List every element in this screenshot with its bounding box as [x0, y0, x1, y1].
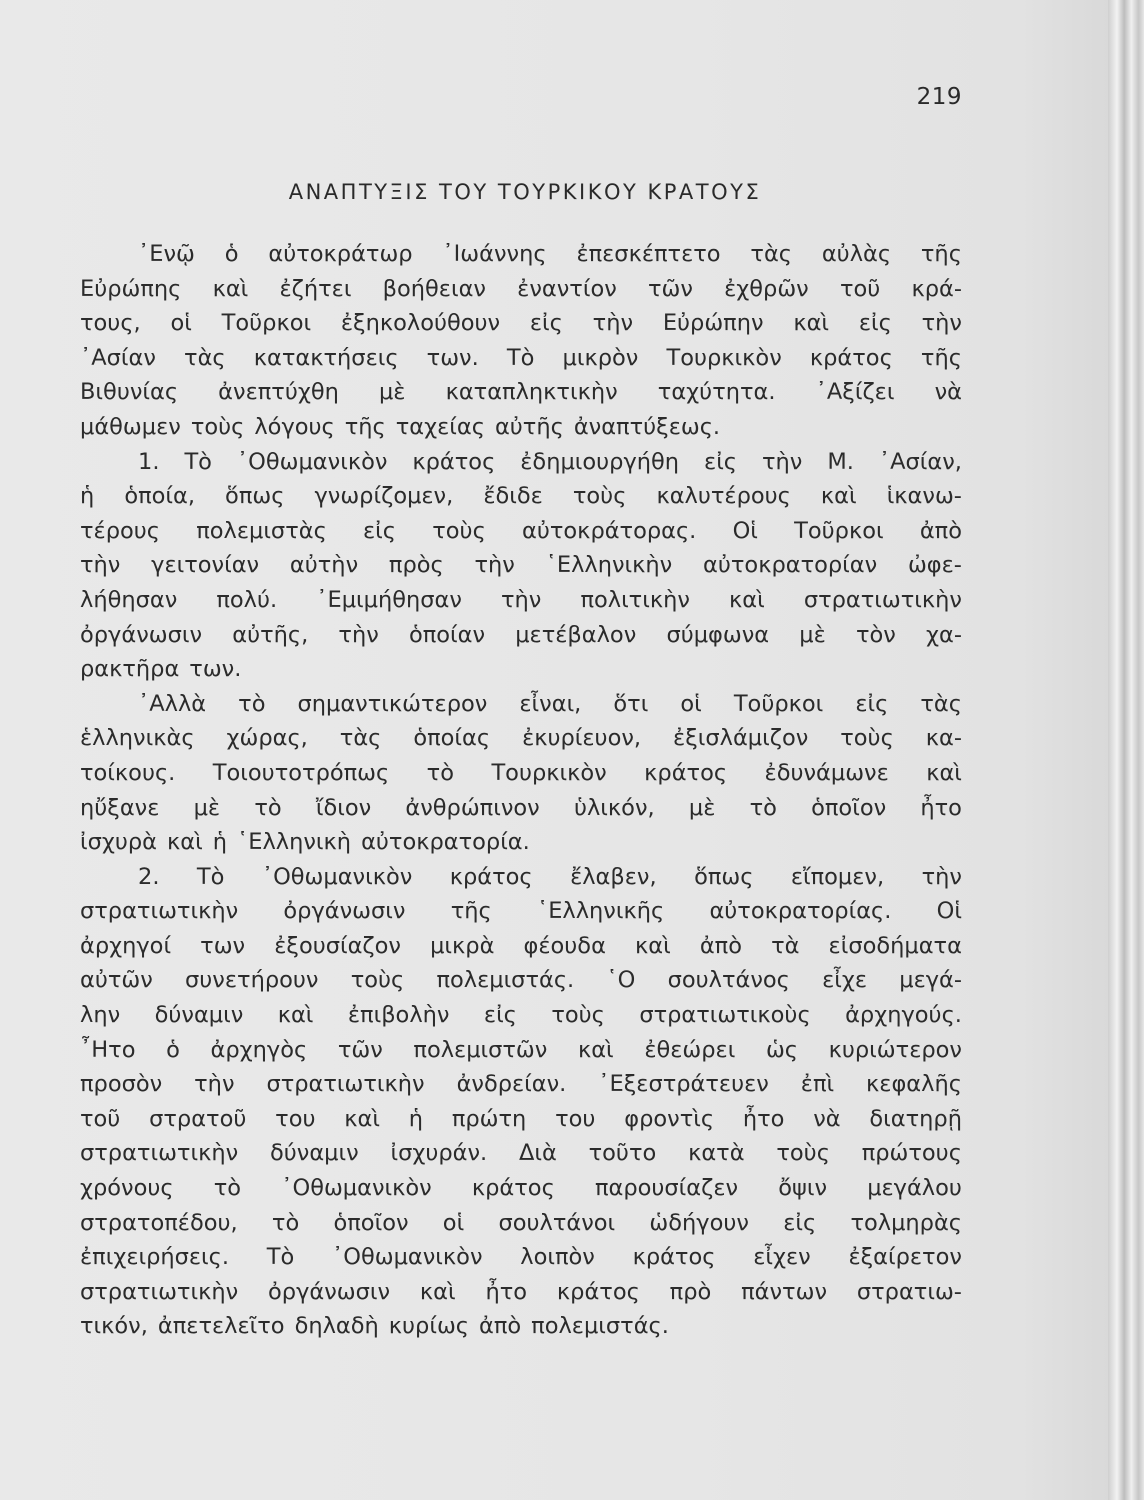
- text-line: προσὸν τὴν στρατιωτικὴν ἀνδρείαν. ᾿Εξεστράτευεν ἐπὶ κεφαλῆς: [80, 1071, 962, 1098]
- text-line: ᾿Ασίαν τὰς κατακτήσεις των. Τὸ μικρὸν Τουρκικὸν κράτος τῆς: [80, 344, 962, 371]
- text-line: αὐτῶν συνετήρουν τοὺς πολεμιστάς. ῾Ο σουλτάνος εἶχε μεγά-: [80, 967, 962, 994]
- text-line: τέρους πολεμιστὰς εἰς τοὺς αὐτοκράτορας. Οἱ Τοῦρκοι ἀπὸ: [80, 517, 962, 544]
- text-line: 1. Τὸ ᾿Οθωμανικὸν κράτος ἐδημιουργήθη εἰς τὴν Μ. ᾿Ασίαν,: [138, 448, 962, 475]
- text-line: ἀρχηγοί των ἐξουσίαζον μικρὰ φέουδα καὶ ἀπὸ τὰ εἰσοδήματα: [80, 932, 962, 959]
- text-line: τους, οἱ Τοῦρκοι ἐξηκολούθουν εἰς τὴν Εὐρώπην καὶ εἰς τὴν: [80, 310, 962, 337]
- text-line: μάθωμεν τοὺς λόγους τῆς ταχείας αὐτῆς ἀναπτύξεως.: [80, 413, 721, 440]
- text-line: ηὔξανε μὲ τὸ ἴδιον ἀνθρώπινον ὑλικόν, μὲ τὸ ὁποῖον ἦτο: [80, 794, 962, 821]
- text-line: λήθησαν πολύ. ᾿Εμιμήθησαν τὴν πολιτικὴν καὶ στρατιωτικὴν: [80, 586, 962, 613]
- text-line: τικόν, ἀπετελεῖτο δηλαδὴ κυρίως ἀπὸ πολεμιστάς.: [80, 1313, 669, 1340]
- text-line: στρατιωτικὴν ὀργάνωσιν καὶ ἦτο κράτος πρὸ πάντων στρατιω-: [80, 1278, 962, 1305]
- text-line: ᾿Αλλὰ τὸ σημαντικώτερον εἶναι, ὅτι οἱ Τοῦρκοι εἰς τὰς: [138, 690, 962, 717]
- text-line: στρατοπέδου, τὸ ὁποῖον οἱ σουλτάνοι ὡδήγουν εἰς τολμηρὰς: [80, 1209, 962, 1236]
- text-line: τὴν γειτονίαν αὐτὴν πρὸς τὴν ῾Ελληνικὴν αὐτοκρατορίαν ὠφε-: [80, 552, 962, 579]
- body-text: [80, 237, 962, 1344]
- text-line: τοίκους. Τοιουτοτρόπως τὸ Τουρκικὸν κράτος ἐδυνάμωνε καὶ: [80, 759, 962, 786]
- text-line: Βιθυνίας ἀνεπτύχθη μὲ καταπληκτικὴν ταχύτητα. ᾿Αξίζει νὰ: [80, 379, 962, 406]
- text-line: Εὐρώπης καὶ ἐζήτει βοήθειαν ἐναντίον τῶν ἐχθρῶν τοῦ κρά-: [80, 275, 962, 302]
- text-line: ὀργάνωσιν αὐτῆς, τὴν ὁποίαν μετέβαλον σύμφωνα μὲ τὸν χα-: [80, 621, 962, 648]
- chapter-title: ΑΝΑΠΤΥΞΙΣ ΤΟΥ ΤΟΥΡΚΙΚΟΥ ΚΡΑΤΟΥΣ: [288, 180, 762, 204]
- text-line: ἐπιχειρήσεις. Τὸ ᾿Οθωμανικὸν λοιπὸν κράτος εἶχεν ἐξαίρετον: [80, 1244, 962, 1271]
- text-line: τοῦ στρατοῦ του καὶ ἡ πρώτη του φροντὶς ἦτο νὰ διατηρῇ: [80, 1105, 962, 1132]
- page-edge: [1108, 0, 1144, 1500]
- text-line: 2. Τὸ ᾿Οθωμανικὸν κράτος ἔλαβεν, ὅπως εἴπομεν, τὴν: [138, 863, 962, 890]
- text-line: ᾿Ενῷ ὁ αὐτοκράτωρ ᾿Ιωάννης ἐπεσκέπτετο τὰς αὐλὰς τῆς: [138, 241, 962, 267]
- text-line: ρακτῆρα των.: [80, 656, 242, 683]
- text-line: στρατιωτικὴν ὀργάνωσιν τῆς ῾Ελληνικῆς αὐτοκρατορίας. Οἱ: [80, 898, 962, 925]
- text-line: στρατιωτικὴν δύναμιν ἰσχυράν. Διὰ τοῦτο κατὰ τοὺς πρώτους: [80, 1140, 962, 1167]
- text-line: χρόνους τὸ ᾿Οθωμανικὸν κράτος παρουσίαζεν ὄψιν μεγάλου: [80, 1175, 962, 1202]
- text-line: λην δύναμιν καὶ ἐπιβολὴν εἰς τοὺς στρατιωτικοὺς ἀρχηγούς.: [80, 1002, 962, 1029]
- text-line: ἑλληνικὰς χώρας, τὰς ὁποίας ἐκυρίευον, ἐξισλάμιζον τοὺς κα-: [80, 725, 962, 752]
- text-line: ἡ ὁποία, ὅπως γνωρίζομεν, ἔδιδε τοὺς καλυτέρους καὶ ἱκανω-: [80, 483, 962, 510]
- text-line: ἰσχυρὰ καὶ ἡ ῾Ελληνικὴ αὐτοκρατορία.: [80, 829, 530, 856]
- page-number: 219: [916, 84, 962, 110]
- text-line: ῏Ητο ὁ ἀρχηγὸς τῶν πολεμιστῶν καὶ ἐθεώρει ὡς κυριώτερον: [80, 1036, 962, 1063]
